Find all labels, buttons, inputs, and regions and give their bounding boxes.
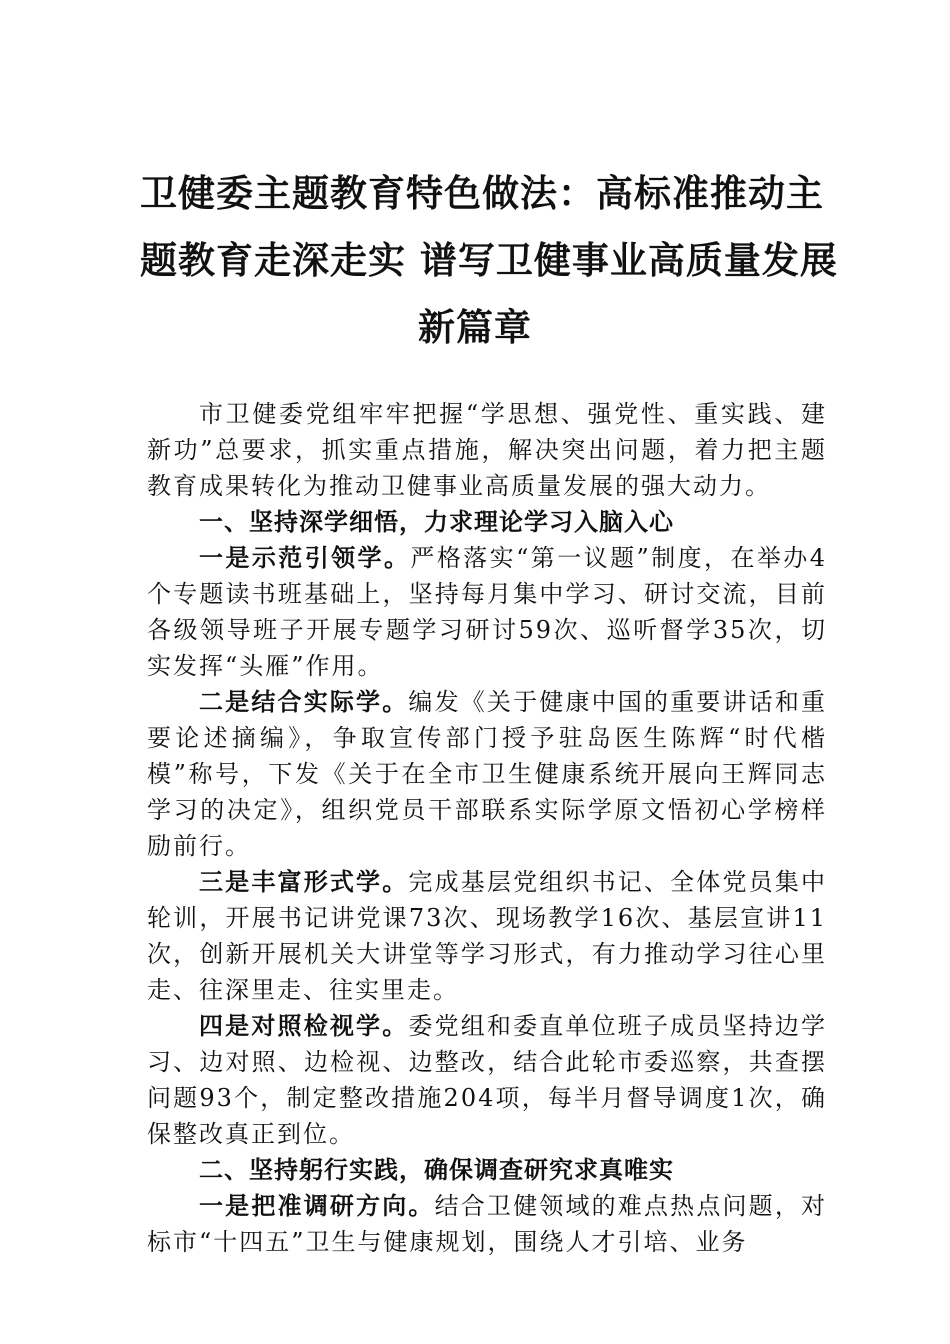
title-line-1: 卫健委主题教育特色做法：高标准推动主 [140, 171, 824, 215]
section-heading-1: 一、坚持深学细悟，力求理论学习入脑入心 [199, 507, 674, 536]
item-lead: 一是示范引领学。 [199, 543, 411, 572]
item-text: 委党组和委直单位班子成员坚持边学习、边对照、边检视、边整改，结合此轮市委巡察，共查摆问题93个，制定整改措施204项，每半月督导调度1次，确保整改真正到位。 [147, 1012, 827, 1148]
item-lead: 四是对照检视学。 [199, 1011, 409, 1040]
section1-item-3 [147, 864, 827, 1008]
item-text: 编发《关于健康中国的重要讲话和重要论述摘编》，争取宣传部门授予驻岛医生陈辉“时代楷模”称号，下发《关于在全市卫生健康系统开展向王辉同志学习的决定》，组织党员干部联系实际学原文悟初心学榜样励前行。 [147, 688, 827, 860]
item-lead: 二是结合实际学。 [199, 687, 409, 716]
section1-item-1 [147, 540, 827, 684]
section-heading-2: 二、坚持躬行实践，确保调查研究求真唯实 [199, 1155, 674, 1184]
section1-item-4 [147, 1008, 827, 1152]
document-title [140, 160, 838, 361]
item-text: 结合卫健领域的难点热点问题，对标市“十四五”卫生与健康规划，围绕人才引培、业务 [147, 1192, 828, 1256]
item-text: 完成基层党组织书记、全体党员集中轮训，开展书记讲党课73次、现场教学16次、基层宣讲11次，创新开展机关大讲堂等学习形式，有力推动学习往心里走、往深里走、往实里走。 [147, 868, 827, 1004]
item-lead: 三是丰富形式学。 [199, 867, 409, 896]
item-lead: 一是把准调研方向。 [199, 1191, 435, 1220]
section2-item-1 [147, 1188, 827, 1260]
document-body [147, 396, 827, 1260]
title-line-3: 新篇章 [418, 305, 532, 349]
title-line-2: 题教育走深走实 谱写卫健事业高质量发展 [140, 238, 838, 282]
item-text: 严格落实“第一议题”制度，在举办4个专题读书班基础上，坚持每月集中学习、研讨交流，目前各级领导班子开展专题学习研讨59次、巡听督学35次，切实发挥“头雁”作用。 [147, 544, 828, 680]
intro-paragraph: 市卫健委党组牢牢把握“学思想、强党性、重实践、建新功”总要求，抓实重点措施，解决突出问题，着力把主题教育成果转化为推动卫健事业高质量发展的强大动力。 [147, 400, 827, 500]
section1-item-2 [147, 684, 827, 864]
